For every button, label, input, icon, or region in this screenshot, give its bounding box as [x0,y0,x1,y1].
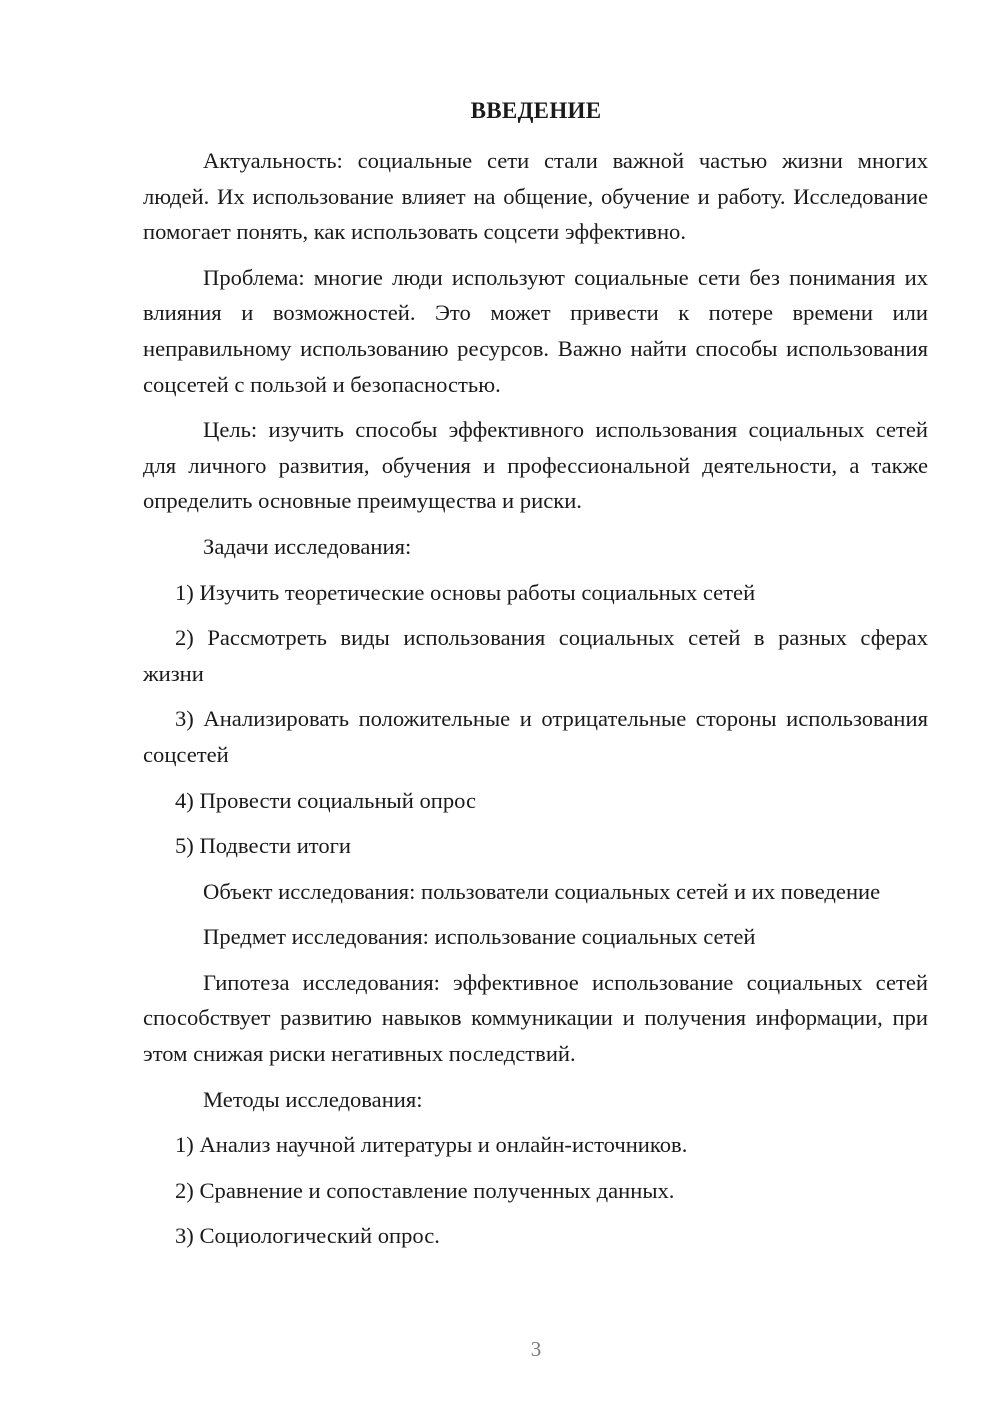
list-item-method-1: 1) Анализ научной литературы и онлайн-источников. [175,1132,688,1158]
paragraph-goal: Цель: изучить способы эффективного использования социальных сетей для личного развития, обучения и профессиональной деятельности, а также определить основные преимущества и риски. [143,417,928,514]
paragraph-hypothesis: Гипотеза исследования: эффективное использование социальных сетей способствует развитию навыков коммуникации и получения информации, при этом снижая риски негативных последствий. [143,969,928,1067]
paragraph-subject: Предмет исследования: использование социальных сетей [203,924,756,950]
page-number: 3 [530,1337,542,1361]
paragraph-tasks-heading: Задачи исследования: [203,533,412,559]
paragraph-problem: Проблема: многие люди используют социальные сети без понимания их влияния и возможностей. Это может привести к потере времени или неправильному использованию ресурсов. Важно найти способы использования соцсетей с пользой и безопасностью. [143,264,928,397]
document-body [143,143,928,1264]
page-title: ВВЕДЕНИЕ [470,98,602,123]
list-item-task-2: 2) Рассмотреть виды использования социальных сетей в разных сферах жизни [143,625,928,686]
list-item-method-3: 3) Социологический опрос. [175,1223,440,1249]
paragraph-methods-heading: Методы исследования: [203,1086,423,1112]
list-item-task-3: 3) Анализировать положительные и отрицательные стороны использования соцсетей [143,706,928,767]
list-item-method-2: 2) Сравнение и сопоставление полученных данных. [175,1177,675,1203]
list-item-task-1: 1) Изучить теоретические основы работы социальных сетей [175,579,756,605]
list-item-task-5: 5) Подвести итоги [175,833,352,859]
list-item-task-4: 4) Провести социальный опрос [175,787,477,813]
paragraph-object: Объект исследования: пользователи социальных сетей и их поведение [203,878,881,904]
paragraph-relevance: Актуальность: социальные сети стали важной частью жизни многих людей. Их использование влияет на общение, обучение и работу. Исследование помогает понять, как использовать соцсети эффективно. [143,148,928,245]
